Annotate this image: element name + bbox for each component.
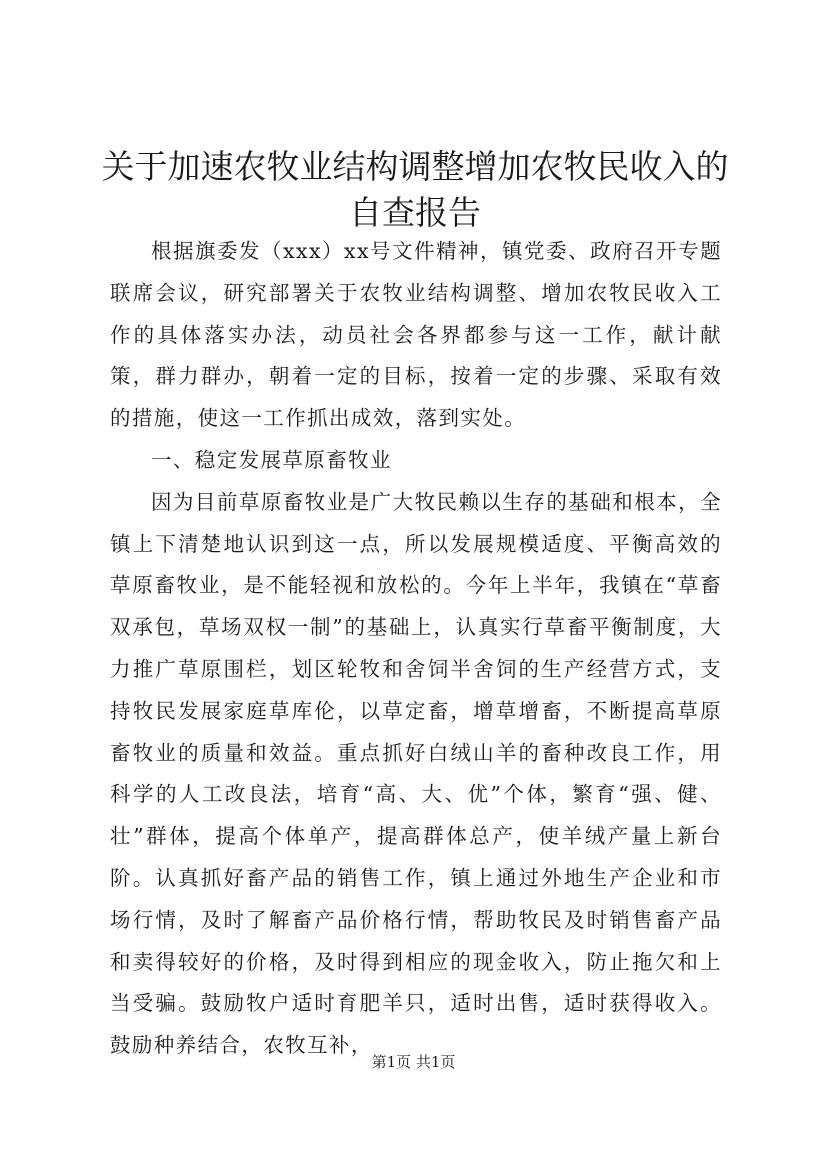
paragraph-intro: 根据旗委发（xxx）xx号文件精神，镇党委、政府召开专题联席会议，研究部署关于农牧业结构调整、增加农牧民收入工作的具体落实办法，动员社会各界都参与这一工作，献计献策，群力群办，朝着一定的目标，按着一定的步骤、采取有效的措施，使这一工作抓出成效，落到实处。 [110, 239, 722, 431]
section-heading-1: 一、稳定发展草原畜牧业 [151, 447, 392, 472]
page-number-footer: 第1页 共1页 [371, 1053, 456, 1071]
document-title: 关于加速农牧业结构调整增加农牧民收入的自查报告 [101, 147, 729, 232]
paragraph-section-1: 因为目前草原畜牧业是广大牧民赖以生存的基础和根本，全镇上下清楚地认识到这一点，所以发展规模适度、平衡高效的草原畜牧业，是不能轻视和放松的。今年上半年，我镇在“草畜双承包，草场双权一制”的基础上，认真实行草畜平衡制度，大力推广草原围栏，划区轮牧和舍饲半舍饲的生产经营方式，支持牧民发展家庭草库伦，以草定畜，增草增畜，不断提高草原畜牧业的质量和效益。重点抓好白绒山羊的畜种改良工作，用科学的人工改良法，培育“高、大、优”个体，繁育“强、健、壮”群体，提高个体单产，提高群体总产，使羊绒产量上新台阶。认真抓好畜产品的销售工作，镇上通过外地生产企业和市场行情，及时了解畜产品价格行情，帮助牧民及时销售畜产品和卖得较好的价格，及时得到相应的现金收入，防止拖欠和上当受骗。鼓励牧户适时育肥羊只，适时出售，适时获得收入。鼓励种养结合，农牧互补， [110, 489, 722, 1058]
document-body [110, 231, 722, 1067]
